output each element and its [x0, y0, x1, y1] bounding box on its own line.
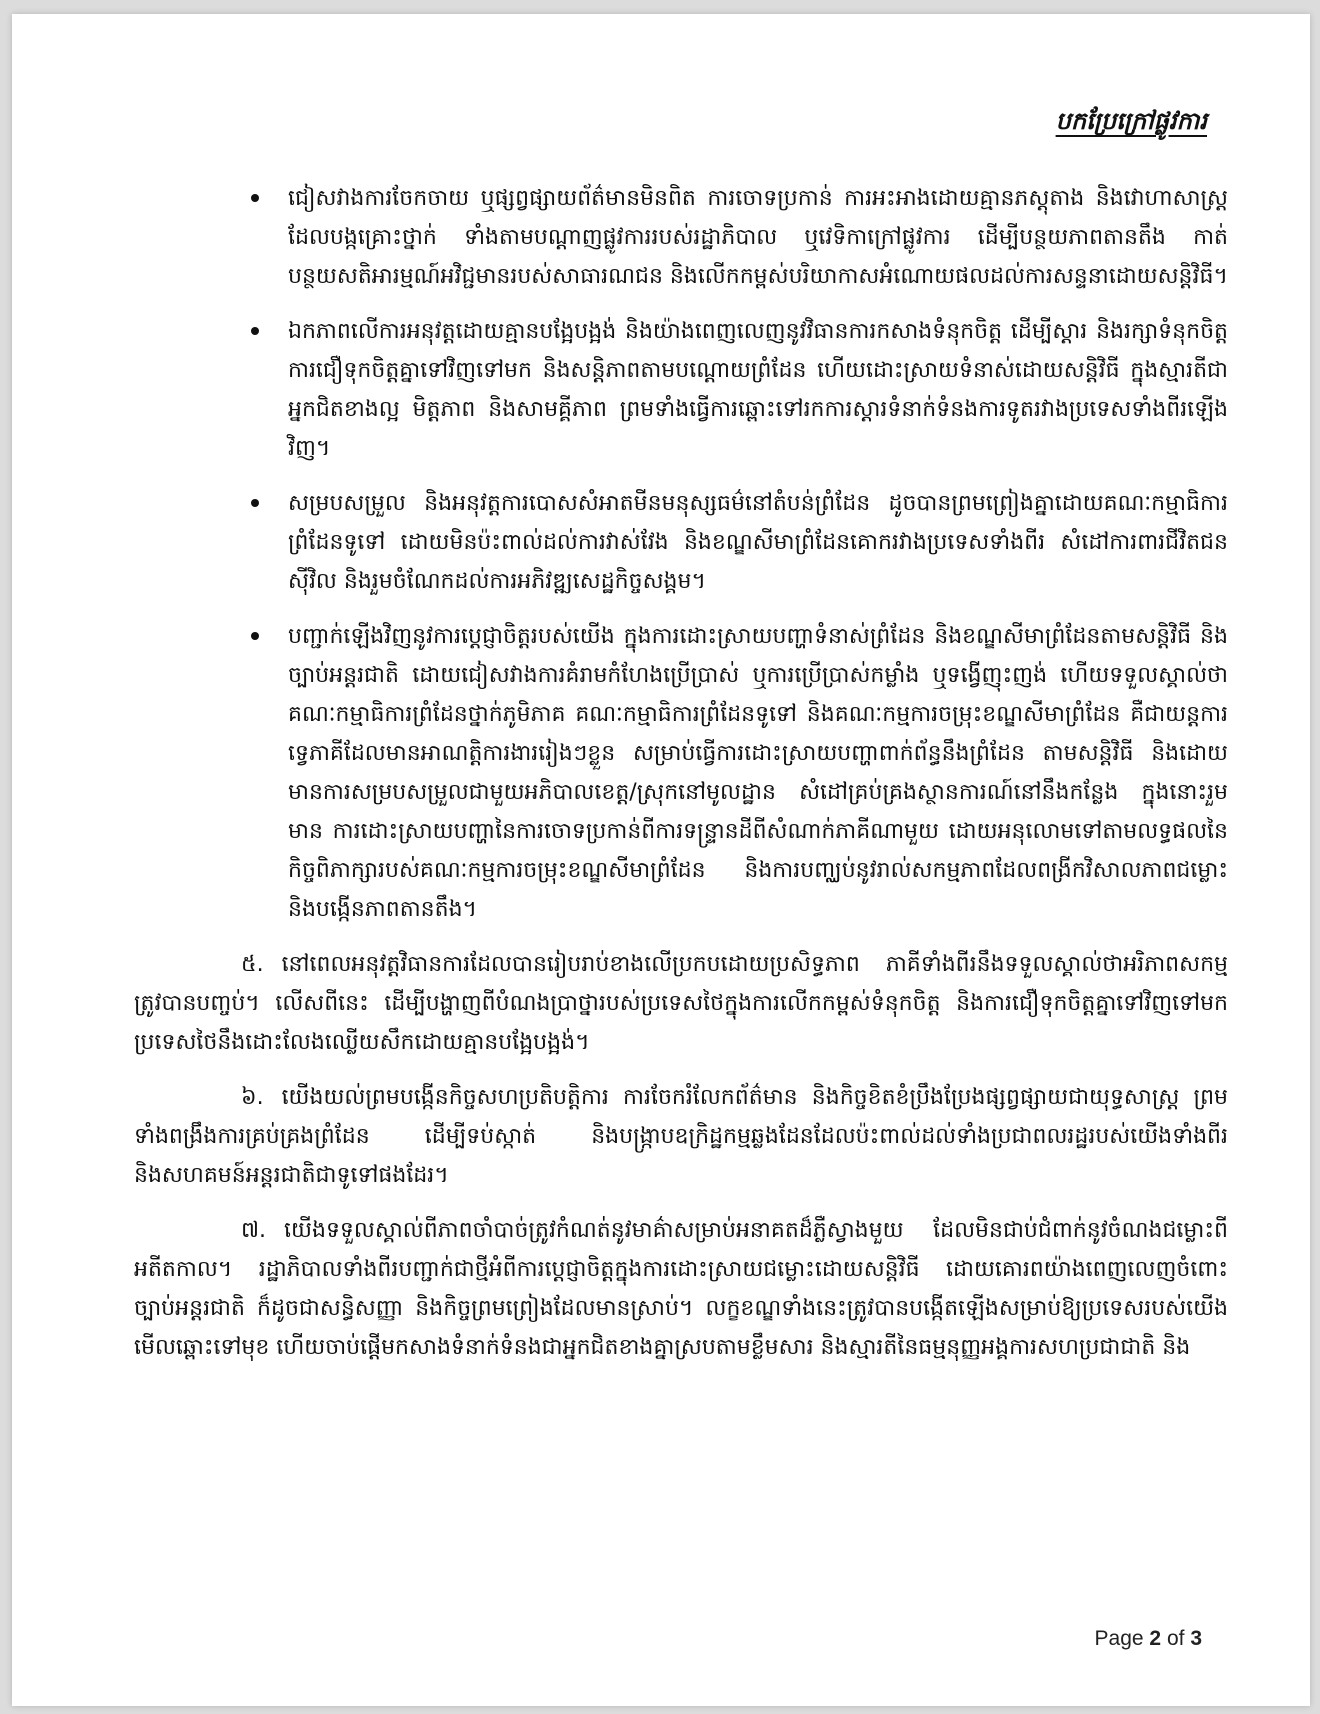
bullet-item: [134, 312, 1228, 468]
bullet-icon: [251, 327, 259, 335]
bullet-icon: [251, 499, 259, 507]
paragraph-number: ៧.: [241, 1218, 267, 1243]
page-label: Page: [1094, 1627, 1144, 1650]
total-pages: 3: [1190, 1627, 1202, 1650]
bullet-item: [134, 179, 1228, 296]
bullet-item: [134, 484, 1228, 601]
paragraph-text: នៅពេលអនុវត្តវិធានការដែលបានរៀបរាប់ខាងលើប្រកបដោយប្រសិទ្ធភាព ភាគីទាំងពីរនឹងទទួលស្គាល់ថាអរិភាពសកម្មត្រូវបានបញ្ចប់។ លើសពីនេះ ដើម្បីបង្ហាញពីបំណងប្រាថ្នារបស់ប្រទេសថៃក្នុងការលើកកម្ពស់ទំនុកចិត្ត និងការជឿទុកចិត្តគ្នាទៅវិញទៅមក ប្រទេសថៃនឹងដោះលែងឈ្លើយសឹកដោយគ្មានបង្អែបង្អង់។: [134, 952, 1228, 1055]
current-page: 2: [1149, 1627, 1162, 1650]
paragraph-5: [134, 945, 1228, 1062]
page-number: [1095, 1627, 1202, 1651]
bullet-icon: [251, 632, 259, 640]
paragraph-number: ៥.: [241, 952, 264, 977]
bullet-text: សម្របសម្រួល និងអនុវត្តការបោសសំអាតមីនមនុស្សធម៌នៅតំបន់ព្រំដែន ដូចបានព្រមព្រៀងគ្នាដោយគណៈកម្មាធិការព្រំដែនទូទៅ ដោយមិនប៉ះពាល់ដល់ការវាស់វែង និងខណ្ឌសីមាព្រំដែនគោករវាងប្រទេសទាំងពីរ សំដៅការពារជីវិតជនស៊ីវិល និងរួមចំណែកដល់ការអភិវឌ្ឍសេដ្ឋកិច្ចសង្គម។: [288, 491, 1228, 594]
page-separator: of: [1166, 1627, 1185, 1650]
paragraph-text: យើងយល់ព្រមបង្កើនកិច្ចសហប្រតិបត្តិការ ការចែករំលែកព័ត៌មាន និងកិច្ចខិតខំប្រឹងប្រែងផ្សព្វផ្សាយជាយុទ្ធសាស្ត្រ ព្រមទាំងពង្រឹងការគ្រប់គ្រងព្រំដែន ដើម្បីទប់ស្កាត់ និងបង្ក្រាបឧក្រិដ្ឋកម្មឆ្លងដែនដែលប៉ះពាល់ដល់ទាំងប្រជាពលរដ្ឋរបស់យើងទាំងពីរ និងសហគមន៍អន្តរជាតិជាទូទៅផងដែរ។: [134, 1085, 1228, 1188]
bullet-text: ជៀសវាងការចែកចាយ ឬផ្សព្វផ្សាយព័ត៌មានមិនពិត ការចោទប្រកាន់ ការអះអាងដោយគ្មានភស្តុតាង និងវោហាសាស្ត្រដែលបង្កគ្រោះថ្នាក់ ទាំងតាមបណ្ដាញផ្លូវការរបស់រដ្ឋាភិបាល ឬវេទិកាក្រៅផ្លូវការ ដើម្បីបន្ថយភាពតានតឹង កាត់បន្ថយសតិអារម្មណ៍អវិជ្ជមានរបស់សាធារណជន និងលើកកម្ពស់បរិយាកាសអំណោយផលដល់ការសន្ទនាដោយសន្តិវិធី។: [288, 186, 1228, 289]
bullet-icon: [251, 194, 259, 202]
document-body: [134, 179, 1228, 1383]
paragraph-text: យើងទទួលស្គាល់ពីភាពចាំបាច់ត្រូវកំណត់នូវមាគ៌ាសម្រាប់អនាគតដ៏ភ្លឺស្វាងមួយ ដែលមិនជាប់ជំពាក់នូវចំណងជម្លោះពីអតីតកាល។ រដ្ឋាភិបាលទាំងពីរបញ្ជាក់ជាថ្មីអំពីការប្តេជ្ញាចិត្តក្នុងការដោះស្រាយជម្លោះដោយសន្តិវិធី ដោយគោរពយ៉ាងពេញលេញចំពោះច្បាប់អន្តរជាតិ ក៏ដូចជាសន្ធិសញ្ញា និងកិច្ចព្រមព្រៀងដែលមានស្រាប់។ លក្ខខណ្ឌទាំងនេះត្រូវបានបង្កើតឡើងសម្រាប់ឱ្យប្រទេសរបស់យើងមើលឆ្ពោះទៅមុខ ហើយចាប់ផ្តើមកសាងទំនាក់ទំនងជាអ្នកជិតខាងគ្នាស្របតាមខ្លឹមសារ និងស្មារតីនៃធម្មនុញ្ញអង្គការសហប្រជាជាតិ និង: [134, 1218, 1228, 1360]
document-page: [12, 14, 1310, 1706]
unofficial-translation-label: បកប្រែក្រៅផ្លូវការ: [1055, 107, 1207, 135]
paragraph-7: [134, 1211, 1228, 1367]
bullet-list: [134, 179, 1228, 929]
bullet-text: ឯកភាពលើការអនុវត្តដោយគ្មានបង្អែបង្អង់ និងយ៉ាងពេញលេញនូវវិធានការកសាងទំនុកចិត្ត ដើម្បីស្តារ និងរក្សាទំនុកចិត្ត ការជឿទុកចិត្តគ្នាទៅវិញទៅមក និងសន្តិភាពតាមបណ្តោយព្រំដែន ហើយដោះស្រាយទំនាស់ដោយសន្តិវិធី ក្នុងស្មារតីជាអ្នកជិតខាងល្អ មិត្តភាព និងសាមគ្គីភាព ព្រមទាំងធ្វើការឆ្ពោះទៅរកការស្ដារទំនាក់ទំនងការទូតរវាងប្រទេសទាំងពីរឡើងវិញ។: [288, 319, 1228, 461]
paragraph-6: [134, 1078, 1228, 1195]
bullet-text: បញ្ជាក់ឡើងវិញនូវការប្តេជ្ញាចិត្តរបស់យើង ក្នុងការដោះស្រាយបញ្ហាទំនាស់ព្រំដែន និងខណ្ឌសីមាព្រំដែនតាមសន្តិវិធី និងច្បាប់អន្តរជាតិ ដោយជៀសវាងការគំរាមកំហែងប្រើប្រាស់ ឬការប្រើប្រាស់កម្លាំង ឬទង្វើញុះញង់ ហើយទទួលស្គាល់ថា គណៈកម្មាធិការព្រំដែនថ្នាក់ភូមិភាគ គណៈកម្មាធិការព្រំដែនទូទៅ និងគណៈកម្មការចម្រុះខណ្ឌសីមាព្រំដែន គឺជាយន្តការទ្វេភាគីដែលមានអាណត្តិការងាររៀងៗខ្លួន សម្រាប់ធ្វើការដោះស្រាយបញ្ហាពាក់ព័ន្ធនឹងព្រំដែន តាមសន្តិវិធី និងដោយមានការសម្របសម្រួលជាមួយអភិបាលខេត្ត/ស្រុកនៅមូលដ្ឋាន សំដៅគ្រប់គ្រងស្ថានការណ៍នៅនឹងកន្លែង ក្នុងនោះរួមមាន ការដោះស្រាយបញ្ហានៃការចោទប្រកាន់ពីការទន្ទ្រានដីពីសំណាក់ភាគីណាមួយ ដោយអនុលោមទៅតាមលទ្ធផលនៃកិច្ចពិភាក្សារបស់គណៈកម្មការចម្រុះខណ្ឌសីមាព្រំដែន និងការបញ្ឈប់នូវរាល់សកម្មភាពដែលពង្រីកវិសាលភាពជម្លោះ និងបង្កើនភាពតានតឹង។: [288, 624, 1228, 922]
bullet-item: [134, 617, 1228, 929]
paragraph-number: ៦.: [241, 1085, 264, 1110]
